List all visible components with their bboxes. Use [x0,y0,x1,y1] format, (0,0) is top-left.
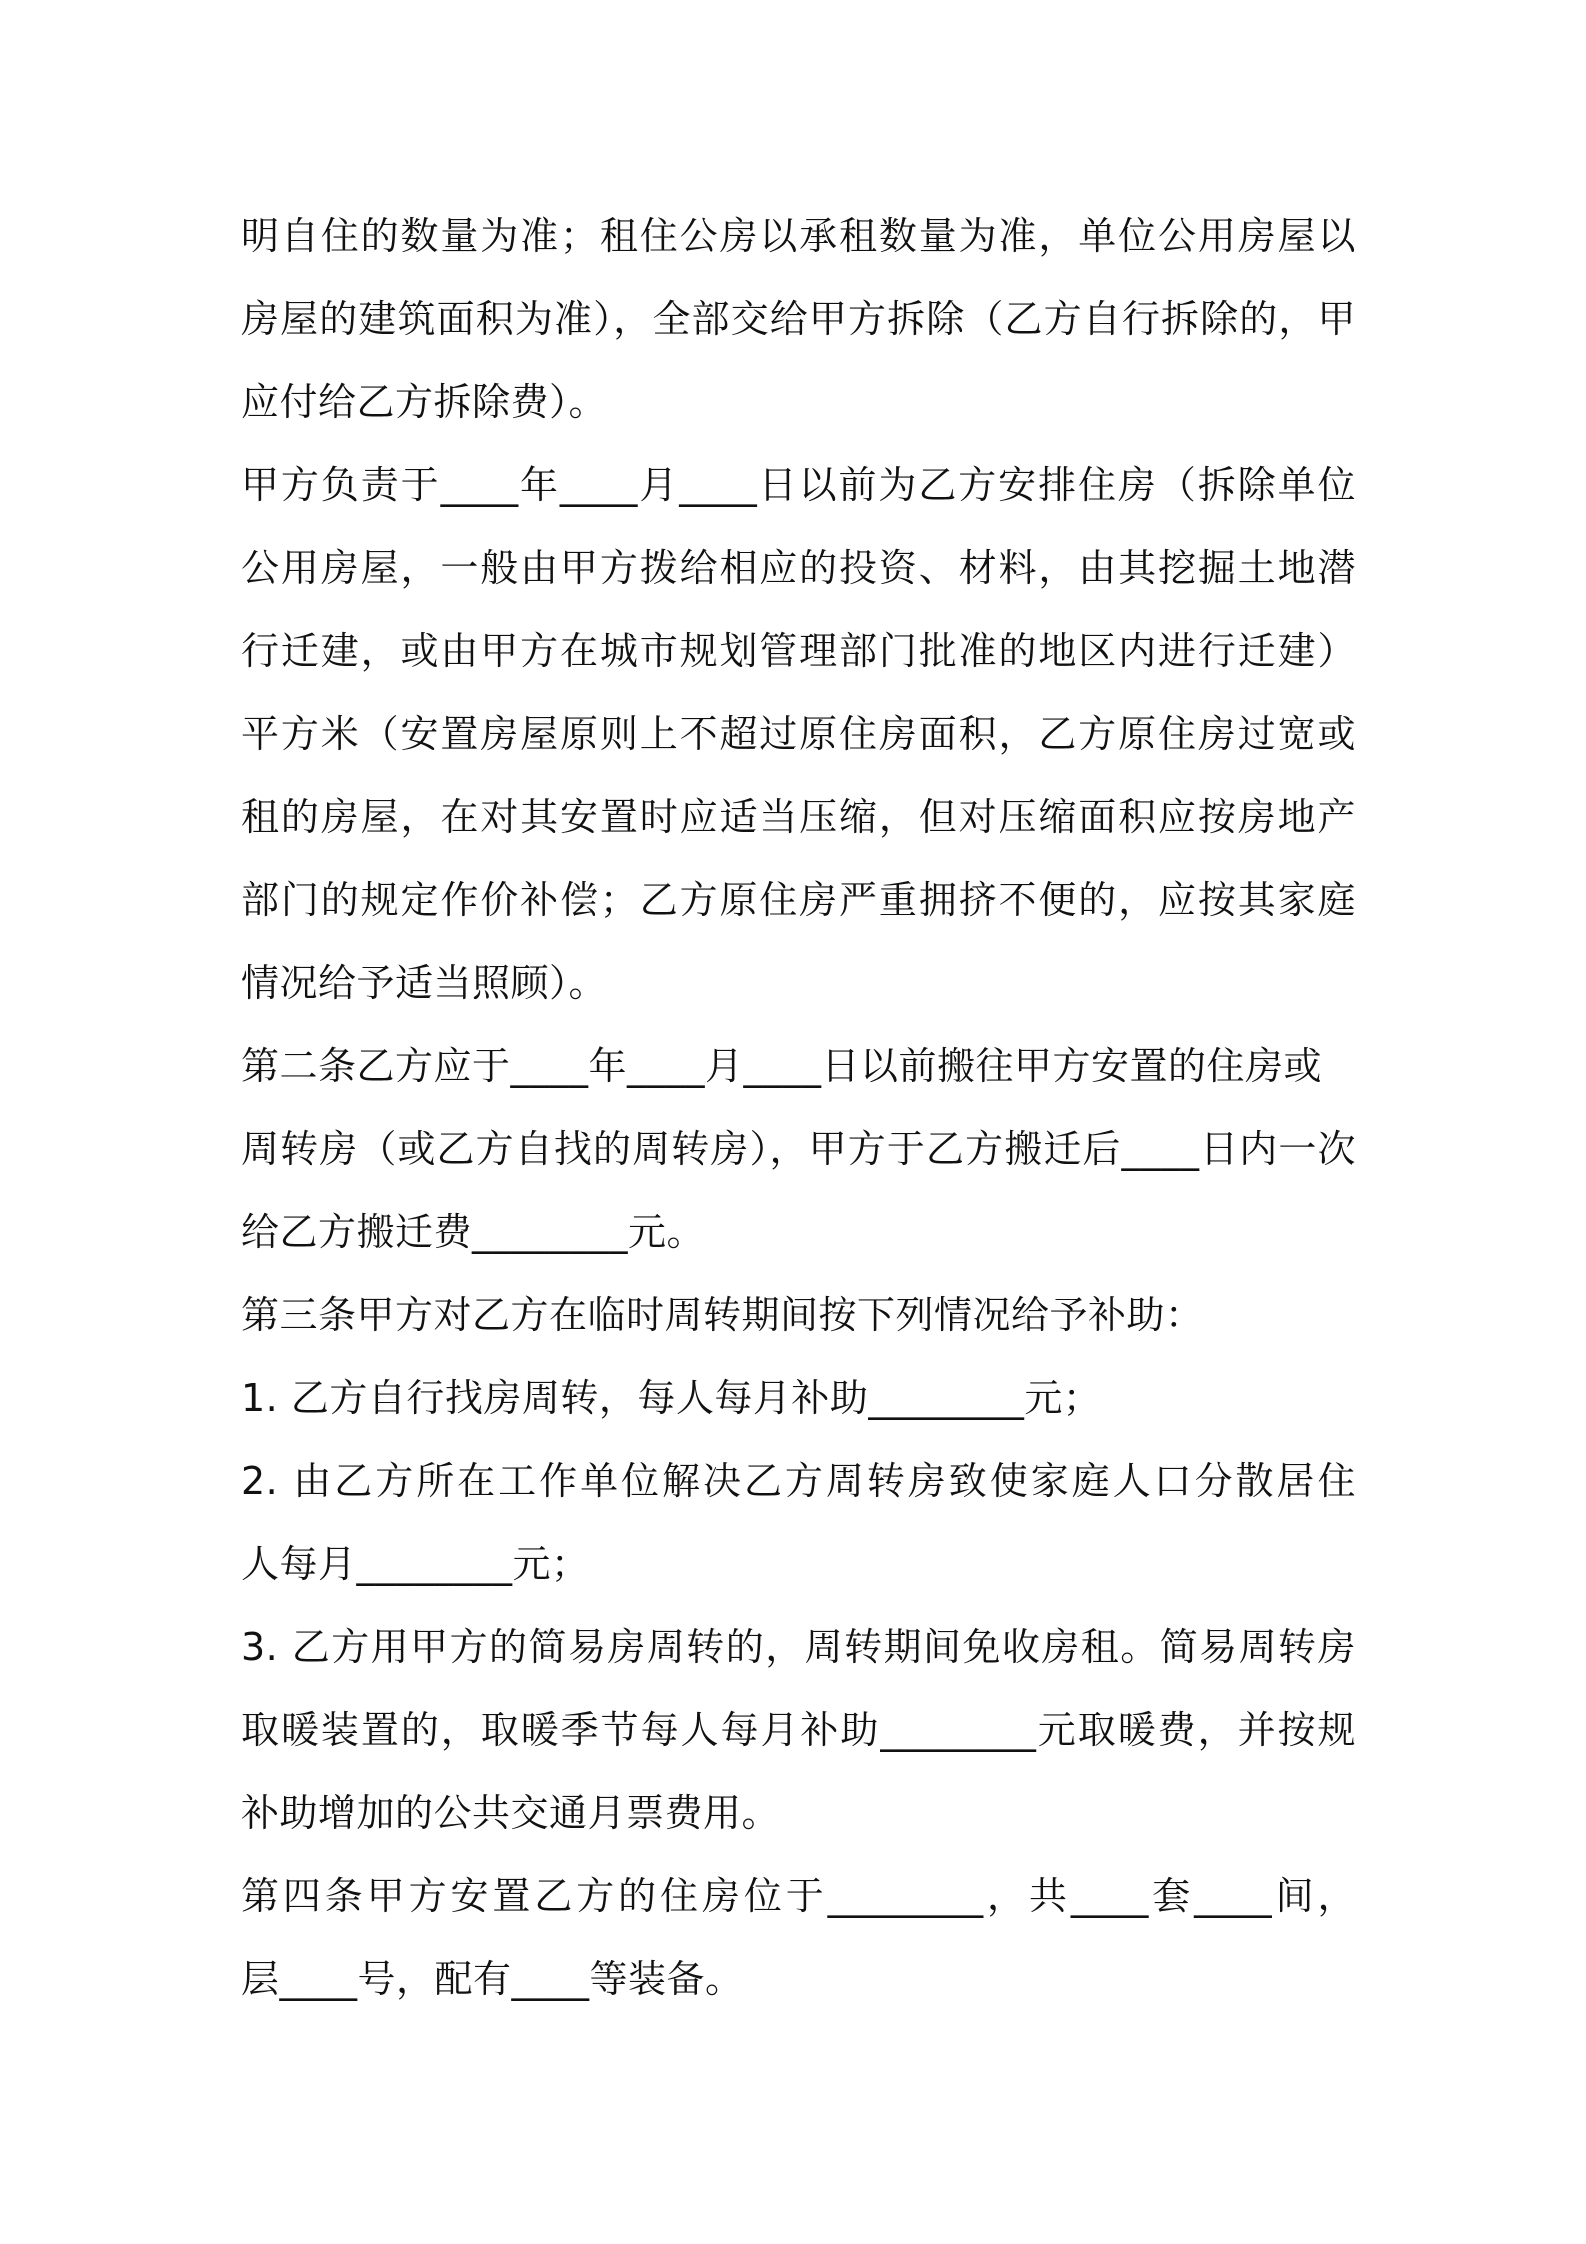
text-line: 周转房（或乙方自找的周转房），甲方于乙方搬迁后____日内一次 [241,1127,1356,1171]
text-line: 第二条乙方应于____年____月____日以前搬往甲方安置的住房或 [241,1044,1323,1088]
text-line: 平方米（安置房屋原则上不超过原住房面积，乙方原住房过宽或 [241,712,1356,756]
text-line: 租的房屋，在对其安置时应适当压缩，但对压缩面积应按房地产 [241,795,1356,839]
text-line: 1. 乙方自行找房周转，每人每月补助________元； [241,1376,1102,1420]
text-line: 应付给乙方拆除费）。 [241,380,608,424]
text-line: 补助增加的公共交通月票费用。 [241,1791,781,1835]
text-line: 房屋的建筑面积为准），全部交给甲方拆除（乙方自行拆除的，甲 [241,297,1356,341]
text-line: 行迁建，或由甲方在城市规划管理部门批准的地区内进行迁建） [241,629,1356,673]
text-line: 2. 由乙方所在工作单位解决乙方周转房致使家庭人口分散居住 [241,1459,1356,1503]
text-line: 明自住的数量为准；租住公房以承租数量为准，单位公用房屋以 [241,214,1356,258]
text-line: 3. 乙方用甲方的简易房周转的，周转期间免收房租。简易周转房 [241,1625,1356,1669]
text-line: 部门的规定作价补偿；乙方原住房严重拥挤不便的，应按其家庭 [241,878,1356,922]
text-line: 人每月________元； [241,1542,590,1586]
text-line: 情况给予适当照顾）。 [241,961,608,1005]
text-line: 给乙方搬迁费________元。 [241,1210,706,1254]
document-body [241,195,1356,2021]
text-line: 取暖装置的，取暖季节每人每月补助________元取暖费，并按规 [241,1708,1356,1752]
text-line: 公用房屋，一般由甲方拨给相应的投资、材料，由其挖掘土地潜 [241,546,1356,590]
text-line: 甲方负责于____年____月____日以前为乙方安排住房（拆除单位 [241,463,1356,507]
text-line: 第四条甲方安置乙方的住房位于________，共____套____间， [241,1874,1356,1918]
text-line: 第三条甲方对乙方在临时周转期间按下列情况给予补助： [241,1293,1204,1337]
text-line: 层____号，配有____等装备。 [241,1957,744,2001]
